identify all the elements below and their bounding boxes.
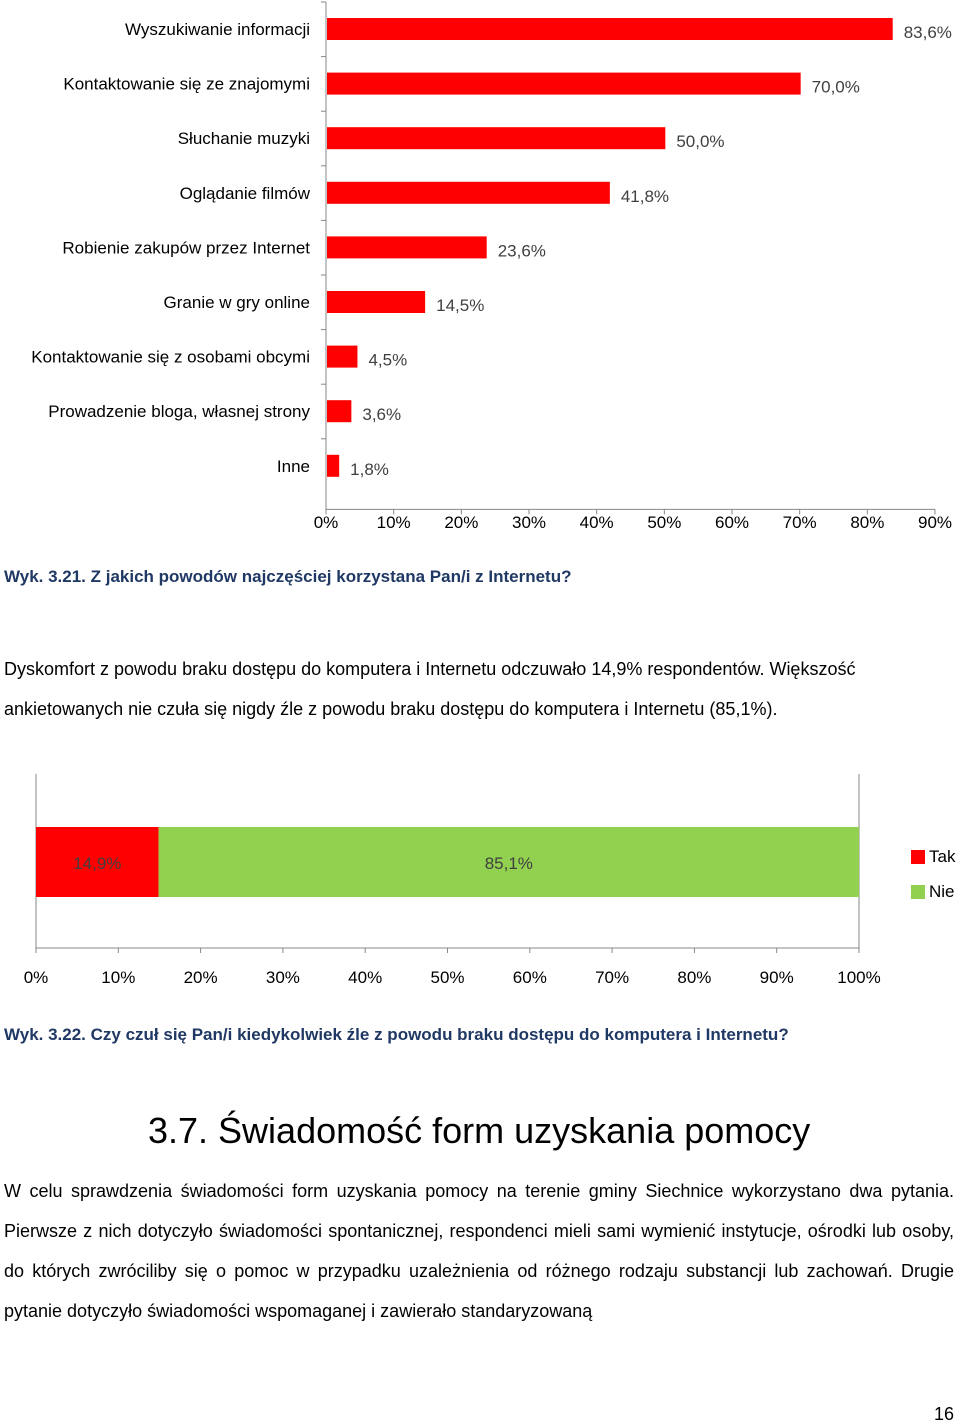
x-tick-label: 10% xyxy=(101,968,136,987)
x-tick-label: 70% xyxy=(782,513,817,532)
data-label: 83,6% xyxy=(903,23,952,42)
data-label: 4,5% xyxy=(368,350,408,370)
data-label: 14,9% xyxy=(73,854,122,873)
x-tick-label: 90% xyxy=(917,513,953,532)
x-tick-label: 50% xyxy=(647,513,682,532)
x-tick-label: 30% xyxy=(265,968,300,987)
x-tick-label: 40% xyxy=(579,513,614,532)
figure-caption-3-22: Wyk. 3.22. Czy czuł się Pan/i kiedykolwiek źle z powodu braku dostępu do komputera i Internetu? xyxy=(4,1025,789,1044)
usage-reasons-chart xyxy=(0,0,960,545)
category-label: Robienie zakupów przez Internet xyxy=(62,238,310,258)
category-label: Oglądanie filmów xyxy=(179,183,310,203)
x-tick-label: 0% xyxy=(23,968,49,987)
category-label: Kontaktowanie się z osobami obcymi xyxy=(31,347,310,367)
data-label: 23,6% xyxy=(497,241,546,261)
x-tick-label: 60% xyxy=(512,968,547,987)
x-tick-label: 80% xyxy=(677,968,712,987)
x-tick-label: 90% xyxy=(759,968,794,987)
legend-item-nie xyxy=(911,882,955,902)
data-label: 41,8% xyxy=(620,186,670,206)
category-label: Granie w gry online xyxy=(163,293,310,312)
x-tick-label: 0% xyxy=(313,513,339,532)
figure-caption-3-21: Wyk. 3.21. Z jakich powodów najczęściej korzystana Pan/i z Internetu? xyxy=(4,567,572,586)
bar xyxy=(327,291,425,313)
bar xyxy=(327,236,487,258)
x-tick-label: 20% xyxy=(183,968,218,987)
bar xyxy=(327,127,665,149)
data-label: 1,8% xyxy=(350,459,389,479)
category-label: Słuchanie muzyki xyxy=(177,129,310,149)
page-number: 16 xyxy=(933,1404,954,1424)
x-tick-label: 20% xyxy=(444,513,479,532)
legend-label-nie: Nie xyxy=(929,882,955,901)
legend-item-tak xyxy=(911,847,955,867)
legend-swatch-tak xyxy=(911,850,925,864)
x-tick-label: 70% xyxy=(595,968,630,987)
x-tick-label: 50% xyxy=(430,968,465,987)
x-tick-label: 30% xyxy=(511,513,547,532)
legend-swatch-nie xyxy=(911,885,925,899)
paragraph-awareness: W celu sprawdzenia świadomości form uzyskania pomocy na terenie gminy Siechnice wykorzystano dwa pytania. Pierwsze z nich dotyczyło świadomości spontanicznej, respondenci mieli sami wymienić instytucje, ośrodki lub osoby, do których zwróciliby się o pomoc w przypadku uzależnienia od różnego rodzaju substancji lub zachowań. Drugie pytanie dotyczyło świadomości wspomaganej i zawierało standaryzowaną xyxy=(4,1181,954,1321)
data-label: 3,6% xyxy=(362,405,402,425)
data-label: 70,0% xyxy=(811,77,860,97)
bar xyxy=(327,182,610,204)
section-heading: 3.7. Świadomość form uzyskania pomocy xyxy=(148,1110,811,1151)
bar xyxy=(327,400,351,422)
x-tick-label: 40% xyxy=(348,968,383,987)
legend-label-tak: Tak xyxy=(929,847,956,866)
discomfort-chart xyxy=(0,770,900,1000)
x-tick-label: 10% xyxy=(376,513,411,532)
bar xyxy=(327,73,801,95)
x-tick-label: 60% xyxy=(714,513,750,532)
category-label: Inne xyxy=(276,456,310,476)
bar xyxy=(327,18,893,40)
data-label: 50,0% xyxy=(676,132,725,152)
category-label: Wyszukiwanie informacji xyxy=(124,20,310,39)
bar xyxy=(327,455,339,477)
category-label: Prowadzenie bloga, własnej strony xyxy=(48,402,310,422)
data-label: 85,1% xyxy=(484,854,533,873)
data-label: 14,5% xyxy=(436,296,485,315)
x-tick-label: 80% xyxy=(850,513,885,532)
bar xyxy=(327,346,357,368)
x-tick-label: 100% xyxy=(837,968,881,987)
category-label: Kontaktowanie się ze znajomymi xyxy=(63,74,310,94)
paragraph-discomfort: Dyskomfort z powodu braku dostępu do komputera i Internetu odczuwało 14,9% respondentów. Większość ankietowanych nie czuła się nigdy źle z powodu braku dostępu do komputera i Internetu (85,1%). xyxy=(4,659,856,719)
